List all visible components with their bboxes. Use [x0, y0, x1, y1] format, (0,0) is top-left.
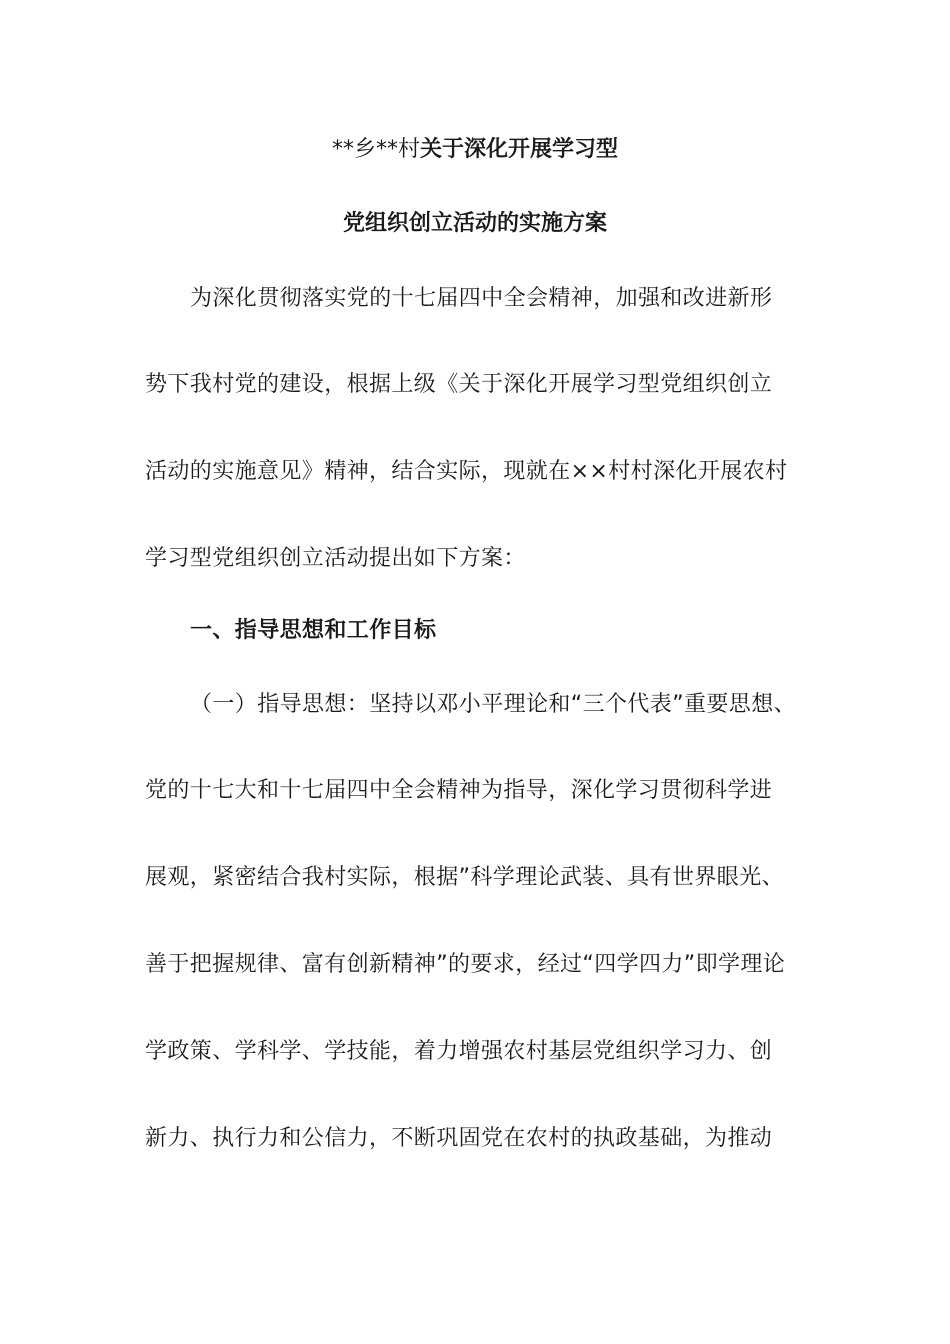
paragraph-line: （一）指导思想：坚持以邓小平理论和“三个代表”重要思想、 [190, 692, 796, 717]
paragraph-line: 善于把握规律、富有创新精神”的要求，经过“四学四力”即学理论 [145, 952, 786, 977]
section-heading: 一、指导思想和工作目标 [190, 618, 437, 643]
paragraph-line: 为深化贯彻落实党的十七届四中全会精神，加强和改进新形 [190, 286, 773, 311]
title-line-2-text: 党组织创立活动的实施方案 [342, 211, 607, 236]
paragraph-line: 学政策、学科学、学技能，着力增强农村基层党组织学习力、创 [145, 1039, 773, 1064]
paragraph-line: 党的十七大和十七届四中全会精神为指导，深化学习贯彻科学进 [145, 778, 773, 803]
title-prefix: **乡**村 [331, 137, 420, 162]
document-title-line-1 [0, 135, 950, 165]
title-main: 关于深化开展学习型 [420, 137, 619, 162]
document-title-line-2 [0, 209, 950, 239]
paragraph-line: 新力、执行力和公信力，不断巩固党在农村的执政基础，为推动 [145, 1126, 773, 1151]
paragraph-line: 势下我村党的建设，根据上级《关于深化开展学习型党组织创立 [145, 372, 773, 397]
paragraph-line: 展观，紧密结合我村实际，根据”科学理论武装、具有世界眼光、 [145, 865, 784, 890]
paragraph-line: 学习型党组织创立活动提出如下方案： [145, 546, 526, 571]
paragraph-line: 活动的实施意见》精神，结合实际，现就在××村村深化开展农村 [145, 459, 788, 484]
